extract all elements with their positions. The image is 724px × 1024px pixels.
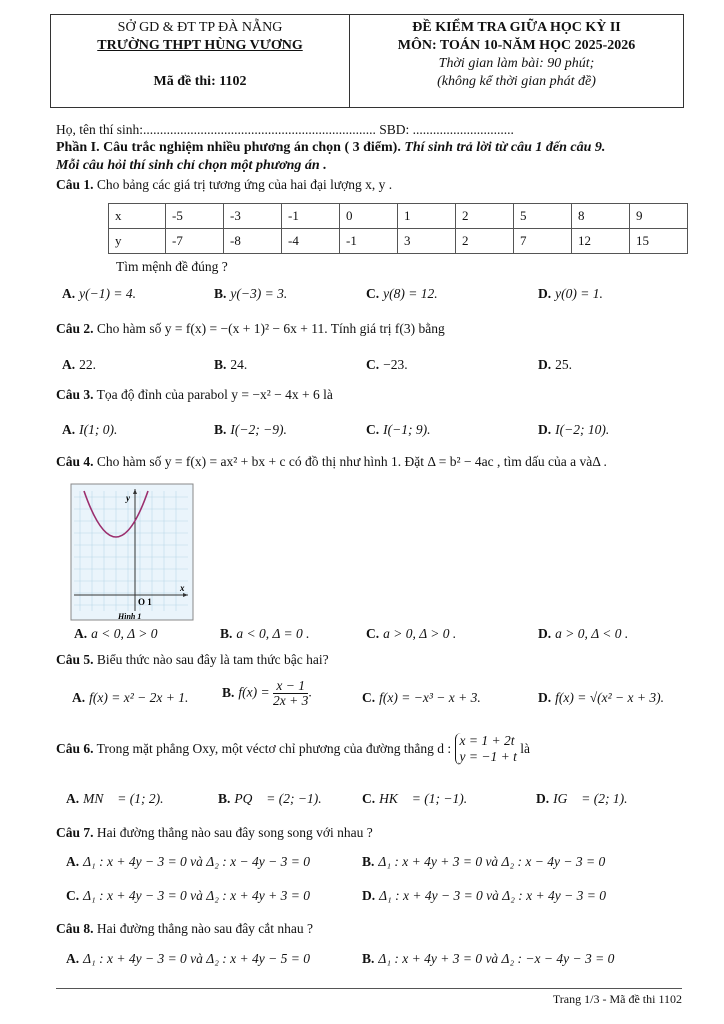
option-label: D. xyxy=(362,888,376,903)
student-info-line: Họ, tên thí sinh:..................................................................... SBD: .............................. xyxy=(56,122,514,137)
question-3-text: Tọa độ đỉnh của parabol y = −x² − 4x + 6 là xyxy=(93,387,333,402)
table-cell: 15 xyxy=(630,229,688,254)
table-cell: -1 xyxy=(340,229,398,254)
exam-code: Mã đề thi: 1102 xyxy=(153,74,247,89)
origin-label: O 1 xyxy=(138,597,152,607)
part1-heading xyxy=(56,139,605,157)
q3-option-a[interactable] xyxy=(62,421,117,439)
q1-option-a[interactable] xyxy=(62,285,136,303)
option-text: y(0) = 1. xyxy=(555,286,603,301)
x-axis-label: x xyxy=(180,583,185,593)
exam-subject: MÔN: TOÁN 10-NĂM HỌC 2025-2026 xyxy=(397,38,636,53)
option-text: Δ₁ : x + 4y − 3 = 0 và Δ₂ : x + 4y − 3 = 0 xyxy=(379,888,606,903)
question-5-text: Biểu thức nào sau đây là tam thức bậc hai? xyxy=(93,652,329,667)
fraction-denominator: 2x + 3 xyxy=(272,693,309,708)
table-cell: 7 xyxy=(514,229,572,254)
table-cell: -5 xyxy=(166,204,224,229)
fraction-numerator: x − 1 xyxy=(273,679,308,694)
option-label: C. xyxy=(366,357,380,372)
question-8-text: Hai đường thẳng nào sau đây cắt nhau ? xyxy=(93,921,314,936)
exam-time-note: (không kể thời gian phát đề) xyxy=(437,74,596,89)
question-2-label: Câu 2. xyxy=(56,321,94,336)
option-text: 22. xyxy=(79,357,96,372)
option-label: A. xyxy=(66,951,80,966)
option-label: A. xyxy=(62,357,76,372)
option-text: Δ₁ : x + 4y + 3 = 0 và Δ₂ : −x − 4y − 3 = 0 xyxy=(378,951,615,966)
option-label: A. xyxy=(62,422,76,437)
option-text: I(−1; 9). xyxy=(383,422,431,437)
q7-option-c[interactable] xyxy=(66,887,310,905)
table-cell: -8 xyxy=(224,229,282,254)
table-cell: -7 xyxy=(166,229,224,254)
table-cell: -4 xyxy=(282,229,340,254)
option-text: y(8) = 12. xyxy=(383,286,438,301)
table-cell: 0 xyxy=(340,204,398,229)
q7-option-a[interactable] xyxy=(66,853,310,871)
question-6-label: Câu 6. xyxy=(56,741,94,756)
exam-title: ĐỀ KIỂM TRA GIỮA HỌC KỲ II xyxy=(412,20,621,35)
option-label: B. xyxy=(214,286,227,301)
option-label: C. xyxy=(366,422,380,437)
table-cell: y xyxy=(109,229,166,254)
option-text: 25. xyxy=(555,357,572,372)
option-text: Δ₁ : x + 4y − 3 = 0 và Δ₂ : x + 4y + 3 = 0 xyxy=(83,888,310,903)
option-text: a > 0, Δ > 0 . xyxy=(383,626,457,641)
question-5 xyxy=(56,651,329,669)
q4-option-d[interactable] xyxy=(538,625,628,643)
option-label: A. xyxy=(74,626,88,641)
option-label: C. xyxy=(362,791,376,806)
q1-option-c[interactable] xyxy=(366,285,438,303)
q8-option-b[interactable] xyxy=(362,950,614,968)
option-label: B. xyxy=(222,684,235,700)
q4-option-c[interactable] xyxy=(366,625,456,643)
option-text: MN⃗ = (1; 2). xyxy=(83,791,164,806)
table-cell: 3 xyxy=(398,229,456,254)
q1-option-d[interactable] xyxy=(538,285,603,303)
option-text: y(−3) = 3. xyxy=(230,286,288,301)
table-cell: 2 xyxy=(456,204,514,229)
option-text: a < 0, Δ = 0 . xyxy=(236,626,310,641)
figure-1-graph xyxy=(70,483,194,621)
q2-option-d[interactable] xyxy=(538,356,572,374)
q5-option-a[interactable] xyxy=(72,689,188,707)
option-text: y(−1) = 4. xyxy=(79,286,136,301)
part1-instruction-2: Mỗi câu hỏi thí sinh chỉ chọn một phương án . xyxy=(56,158,327,173)
header-right xyxy=(350,15,683,91)
option-text: −23. xyxy=(383,357,408,372)
footer-divider xyxy=(56,988,682,989)
question-3-label: Câu 3. xyxy=(56,387,94,402)
table-cell: 8 xyxy=(572,204,630,229)
question-1 xyxy=(56,176,392,194)
option-text: I(−2; 10). xyxy=(555,422,610,437)
option-label: B. xyxy=(214,422,227,437)
option-label: A. xyxy=(66,854,80,869)
q4-option-b[interactable] xyxy=(220,625,310,643)
q2-option-a[interactable] xyxy=(62,356,96,374)
school-name: TRƯỜNG THPT HÙNG VƯƠNG xyxy=(97,38,303,53)
q6-option-a[interactable] xyxy=(66,790,163,808)
option-label: C. xyxy=(66,888,80,903)
q3-option-c[interactable] xyxy=(366,421,430,439)
q8-option-a[interactable] xyxy=(66,950,310,968)
header-left xyxy=(51,15,349,91)
table-cell: -1 xyxy=(282,204,340,229)
question-7 xyxy=(56,824,373,842)
q1-option-b[interactable] xyxy=(214,285,287,303)
question-4-text: Cho hàm số y = f(x) = ax² + bx + c có đồ thị như hình 1. Đặt Δ = b² − 4ac , tìm dấu của a vàΔ . xyxy=(93,454,607,469)
department-name: SỞ GD & ĐT TP ĐÀ NẴNG xyxy=(117,20,283,35)
option-text: I(1; 0). xyxy=(79,422,118,437)
q5-option-b[interactable] xyxy=(222,679,312,708)
option-label: C. xyxy=(366,286,380,301)
question-3 xyxy=(56,386,333,404)
option-label: B. xyxy=(214,357,227,372)
option-label: C. xyxy=(362,690,376,705)
option-label: D. xyxy=(538,357,552,372)
q2-option-c[interactable] xyxy=(366,356,408,374)
table-cell: x xyxy=(109,204,166,229)
option-label: C. xyxy=(366,626,380,641)
option-text: 24. xyxy=(230,357,248,372)
table-cell: 5 xyxy=(514,204,572,229)
table-cell: 12 xyxy=(572,229,630,254)
option-text: Δ₁ : x + 4y + 3 = 0 và Δ₂ : x − 4y − 3 = 0 xyxy=(378,854,606,869)
q6-option-d[interactable] xyxy=(536,790,627,808)
table-cell: 1 xyxy=(398,204,456,229)
q7-option-d[interactable] xyxy=(362,887,606,905)
question-2 xyxy=(56,320,445,338)
option-label: A. xyxy=(62,286,76,301)
option-text: a < 0, Δ > 0 xyxy=(91,626,158,641)
option-text: I(−2; −9). xyxy=(230,422,287,437)
option-text: IG⃗ = (2; 1). xyxy=(553,791,628,806)
table-cell: 9 xyxy=(630,204,688,229)
table-cell: -3 xyxy=(224,204,282,229)
question-7-label: Câu 7. xyxy=(56,825,94,840)
question-6 xyxy=(56,733,530,765)
option-label: D. xyxy=(536,791,550,806)
option-text: f(x) = x² − 2x + 1. xyxy=(89,690,189,705)
option-text: PQ⃗ = (2; −1). xyxy=(234,791,322,806)
option-label: D. xyxy=(538,626,552,641)
question-6-text: Trong mặt phẳng Oxy, một véctơ chỉ phương của đường thẳng d : xyxy=(93,741,455,756)
option-text: . xyxy=(308,684,312,700)
option-label: D. xyxy=(538,286,552,301)
table-row-x xyxy=(109,204,688,229)
option-text: HK⃗ = (1; −1). xyxy=(379,791,468,806)
question-5-label: Câu 5. xyxy=(56,652,94,667)
option-label: D. xyxy=(538,690,552,705)
q6-option-c[interactable] xyxy=(362,790,467,808)
question-1-text: Cho bảng các giá trị tương ứng của hai đại lượng x, y . xyxy=(93,177,393,192)
table-cell: 2 xyxy=(456,229,514,254)
q7-option-b[interactable] xyxy=(362,853,605,871)
q2-option-b[interactable] xyxy=(214,356,247,374)
q3-option-d[interactable] xyxy=(538,421,609,439)
option-text: a > 0, Δ < 0 . xyxy=(555,626,629,641)
q5-option-d[interactable] xyxy=(538,689,664,707)
question-7-text: Hai đường thẳng nào sau đây song song với nhau ? xyxy=(93,825,373,840)
option-label: B. xyxy=(362,951,375,966)
question-4 xyxy=(56,453,607,471)
question-1-ask: Tìm mệnh đề đúng ? xyxy=(116,259,228,274)
question-8 xyxy=(56,920,313,938)
question-8-label: Câu 8. xyxy=(56,921,94,936)
option-label: B. xyxy=(218,791,231,806)
q6-option-b[interactable] xyxy=(218,790,322,808)
option-label: B. xyxy=(362,854,375,869)
q4-option-a[interactable] xyxy=(74,625,158,643)
line-equation-system xyxy=(455,733,517,765)
system-line-2: y = −1 + t xyxy=(459,749,517,764)
q5-option-c[interactable] xyxy=(362,689,481,707)
question-6-tail: là xyxy=(516,741,530,756)
option-label: D. xyxy=(538,422,552,437)
page-footer: Trang 1/3 - Mã đề thi 1102 xyxy=(552,992,682,1006)
q3-option-b[interactable] xyxy=(214,421,287,439)
option-label: B. xyxy=(220,626,233,641)
fraction xyxy=(273,679,308,708)
part1-title: Phần I. Câu trắc nghiệm nhiều phương án chọn ( 3 điểm). xyxy=(56,140,401,155)
option-label: A. xyxy=(72,690,86,705)
values-table xyxy=(108,203,688,254)
part1-instruction: Thí sinh trả lời từ câu 1 đến câu 9. xyxy=(400,140,606,155)
exam-time: Thời gian làm bài: 90 phút; xyxy=(438,56,595,71)
option-text: Δ₁ : x + 4y − 3 = 0 và Δ₂ : x + 4y − 5 = 0 xyxy=(83,951,310,966)
option-text: f(x) = xyxy=(238,684,273,700)
option-text: f(x) = √(x² − x + 3). xyxy=(555,690,664,705)
question-2-text: Cho hàm số y = f(x) = −(x + 1)² − 6x + 11. Tính giá trị f(3) bằng xyxy=(93,321,445,336)
question-4-label: Câu 4. xyxy=(56,454,94,469)
exam-header xyxy=(50,14,684,108)
option-label: A. xyxy=(66,791,80,806)
figure-caption: Hình 1 xyxy=(118,612,142,621)
option-text: f(x) = −x³ − x + 3. xyxy=(379,690,481,705)
table-row-y xyxy=(109,229,688,254)
parabola-graph xyxy=(70,483,194,621)
y-axis-label: y xyxy=(126,493,130,503)
system-line-1: x = 1 + 2t xyxy=(459,733,515,748)
question-1-label: Câu 1. xyxy=(56,177,94,192)
option-text: Δ₁ : x + 4y − 3 = 0 và Δ₂ : x − 4y − 3 = 0 xyxy=(83,854,310,869)
